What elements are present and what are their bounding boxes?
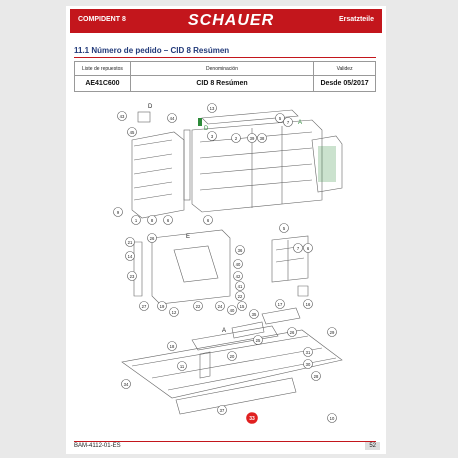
callout-number: 43 bbox=[119, 113, 125, 119]
callout-number: 44 bbox=[169, 115, 175, 121]
exploded-view-drawing bbox=[112, 100, 352, 438]
callout-number: 7 bbox=[296, 245, 300, 251]
callout-number: 45 bbox=[129, 129, 135, 135]
callout-number: 6 bbox=[306, 245, 310, 251]
callout-number: 14 bbox=[127, 253, 133, 259]
view-label-d-top: D bbox=[148, 104, 153, 110]
view-label-d-green: D bbox=[204, 126, 209, 132]
callout-number: 6 bbox=[206, 217, 210, 223]
callout-number: 7 bbox=[286, 119, 290, 125]
header-cell-validity: Validez bbox=[314, 62, 376, 76]
callout-number: 9 bbox=[116, 209, 120, 215]
callout-number: 5 bbox=[278, 115, 282, 121]
callout-number: 33 bbox=[249, 415, 255, 422]
callout-number: 31 bbox=[305, 349, 311, 355]
callout-number: 22 bbox=[237, 293, 243, 299]
document-page bbox=[66, 6, 386, 454]
callout-number: 3 bbox=[210, 133, 214, 139]
callout-number: 23 bbox=[129, 273, 135, 279]
callout-number: 5 bbox=[282, 225, 286, 231]
callout-number: 26 bbox=[149, 235, 155, 241]
callout-number: 19 bbox=[159, 303, 165, 309]
callout-number: 40 bbox=[235, 261, 241, 267]
cell-part-number: AE41C600 bbox=[75, 76, 131, 92]
callout-number: 20 bbox=[229, 353, 235, 359]
callout-number: 17 bbox=[277, 301, 283, 307]
section-title: 11.1 Número de pedido – CID 8 Resúmen bbox=[74, 46, 230, 55]
product-name: COMPIDENT 8 bbox=[78, 16, 126, 23]
callout-number: 25 bbox=[255, 337, 261, 343]
view-label-e: E bbox=[186, 234, 191, 240]
callout-number: 40 bbox=[229, 307, 235, 313]
page-header bbox=[70, 9, 382, 33]
footer-divider bbox=[74, 441, 376, 442]
callout-number: 6 bbox=[166, 217, 170, 223]
callout-number: 11 bbox=[179, 363, 185, 369]
callout-number: 16 bbox=[305, 301, 311, 307]
callout-number: 12 bbox=[171, 309, 177, 315]
callout-number: 34 bbox=[123, 381, 129, 387]
callout-number: 30 bbox=[305, 361, 311, 367]
callout-number: 42 bbox=[235, 273, 241, 279]
callout-number: 13 bbox=[209, 105, 215, 111]
callout-number: 8 bbox=[150, 217, 154, 223]
callout-number: 15 bbox=[239, 303, 245, 309]
part-callouts bbox=[114, 104, 337, 424]
callout-number: 26 bbox=[289, 329, 295, 335]
header-cell-designation: Denominación bbox=[130, 62, 313, 76]
callout-number: 36 bbox=[237, 247, 243, 253]
callout-number: 18 bbox=[169, 343, 175, 349]
view-label-a-bottom: A bbox=[222, 328, 227, 334]
callout-number: 41 bbox=[237, 283, 243, 289]
table-row bbox=[75, 76, 376, 92]
cell-designation: CID 8 Resúmen bbox=[130, 76, 313, 92]
callout-number: 38 bbox=[259, 135, 265, 141]
header-section-label: Ersatzteile bbox=[338, 16, 374, 23]
callout-number: 22 bbox=[195, 303, 201, 309]
callout-number: 39 bbox=[249, 135, 255, 141]
callout-number: 2 bbox=[234, 135, 238, 141]
cell-validity: Desde 05/2017 bbox=[314, 76, 376, 92]
callout-number: 29 bbox=[329, 329, 335, 335]
page-number: 52 bbox=[365, 442, 380, 450]
callout-number: 1 bbox=[134, 217, 138, 223]
brand-logo: SCHAUER bbox=[188, 12, 275, 29]
section-divider bbox=[74, 57, 376, 58]
callout-number: 10 bbox=[329, 415, 335, 421]
header-cell-parts-list: Liste de repuestos bbox=[75, 62, 131, 76]
callout-number: 24 bbox=[217, 303, 223, 309]
callout-number: 37 bbox=[219, 407, 225, 413]
callout-number: 35 bbox=[251, 311, 257, 317]
callout-number: 21 bbox=[127, 239, 133, 245]
document-number: BAM-4112-01-ES bbox=[74, 443, 121, 449]
callout-number: 28 bbox=[313, 373, 319, 379]
table-header-row bbox=[75, 62, 376, 76]
parts-list-table bbox=[74, 61, 376, 92]
view-label-a-top: A bbox=[298, 120, 303, 126]
callout-number: 27 bbox=[141, 303, 147, 309]
